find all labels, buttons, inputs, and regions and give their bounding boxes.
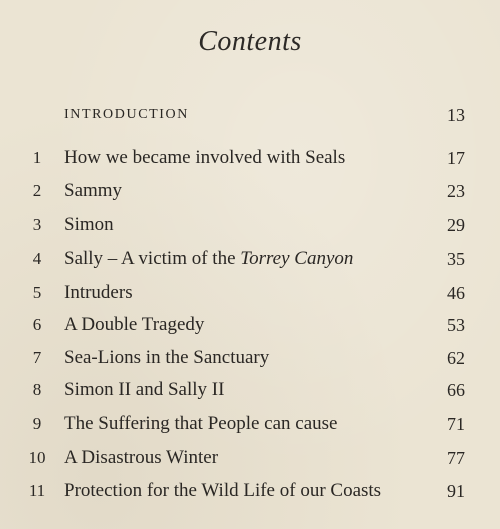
toc-entry-title: Sea-Lions in the Sanctuary bbox=[64, 347, 270, 368]
toc-entry bbox=[0, 145, 500, 171]
toc-entry bbox=[0, 411, 500, 437]
toc-entry-title: The Suffering that People can cause bbox=[64, 413, 338, 434]
toc-entry-title: Intruders bbox=[64, 282, 133, 303]
toc-entry bbox=[0, 280, 500, 306]
toc-entry-title: Sammy bbox=[64, 180, 123, 201]
chapter-number: 5 bbox=[32, 283, 42, 302]
toc-entry-page: 46 bbox=[447, 283, 465, 303]
toc-entry-page: 13 bbox=[447, 105, 465, 125]
toc-entry-page: 23 bbox=[447, 181, 465, 201]
toc-entry-title: How we became involved with Seals bbox=[64, 147, 346, 168]
toc-entry-page: 66 bbox=[447, 380, 465, 400]
toc-entry-page: 53 bbox=[447, 315, 465, 335]
toc-entry bbox=[0, 178, 500, 204]
chapter-number: 11 bbox=[28, 481, 46, 500]
toc-entry-page: 77 bbox=[447, 448, 465, 468]
chapter-number: 7 bbox=[32, 348, 42, 367]
toc-entry-page: 35 bbox=[447, 249, 465, 269]
toc-entry-title: Simon bbox=[64, 214, 114, 235]
toc-entry bbox=[0, 212, 500, 238]
toc-entry-page: 71 bbox=[447, 414, 465, 434]
toc-entry-title: INTRODUCTION bbox=[64, 107, 189, 122]
toc-entry-title bbox=[64, 246, 353, 272]
chapter-number: 9 bbox=[32, 414, 42, 433]
chapter-number: 4 bbox=[32, 249, 42, 268]
toc-entry-page: 17 bbox=[447, 148, 465, 168]
toc-entry bbox=[0, 478, 500, 504]
toc-entry-title: Protection for the Wild Life of our Coasts bbox=[64, 480, 382, 501]
chapter-number: 3 bbox=[32, 215, 42, 234]
toc-entry-introduction bbox=[0, 102, 500, 128]
toc-entry-page: 29 bbox=[447, 215, 465, 235]
toc-entry bbox=[0, 445, 500, 471]
chapter-number: 2 bbox=[32, 181, 42, 200]
toc-entry bbox=[0, 377, 500, 403]
toc-entry-page: 62 bbox=[447, 348, 465, 368]
toc-entry bbox=[0, 345, 500, 371]
toc-entry-title-italic: Torrey Canyon bbox=[240, 248, 354, 269]
toc-entry-title: A Disastrous Winter bbox=[64, 447, 219, 468]
chapter-number: 10 bbox=[28, 448, 46, 467]
chapter-number: 6 bbox=[32, 315, 42, 334]
page-title: Contents bbox=[198, 26, 302, 57]
toc-entry-title: A Double Tragedy bbox=[64, 314, 205, 335]
chapter-number: 1 bbox=[32, 148, 42, 167]
toc-entry bbox=[0, 312, 500, 338]
chapter-number: 8 bbox=[32, 380, 42, 399]
toc-entry-page: 91 bbox=[447, 481, 465, 501]
toc-entry-title-prefix: Sally – A victim of the bbox=[64, 248, 241, 269]
toc-entry-title: Simon II and Sally II bbox=[64, 379, 225, 400]
toc-entry bbox=[0, 246, 500, 272]
